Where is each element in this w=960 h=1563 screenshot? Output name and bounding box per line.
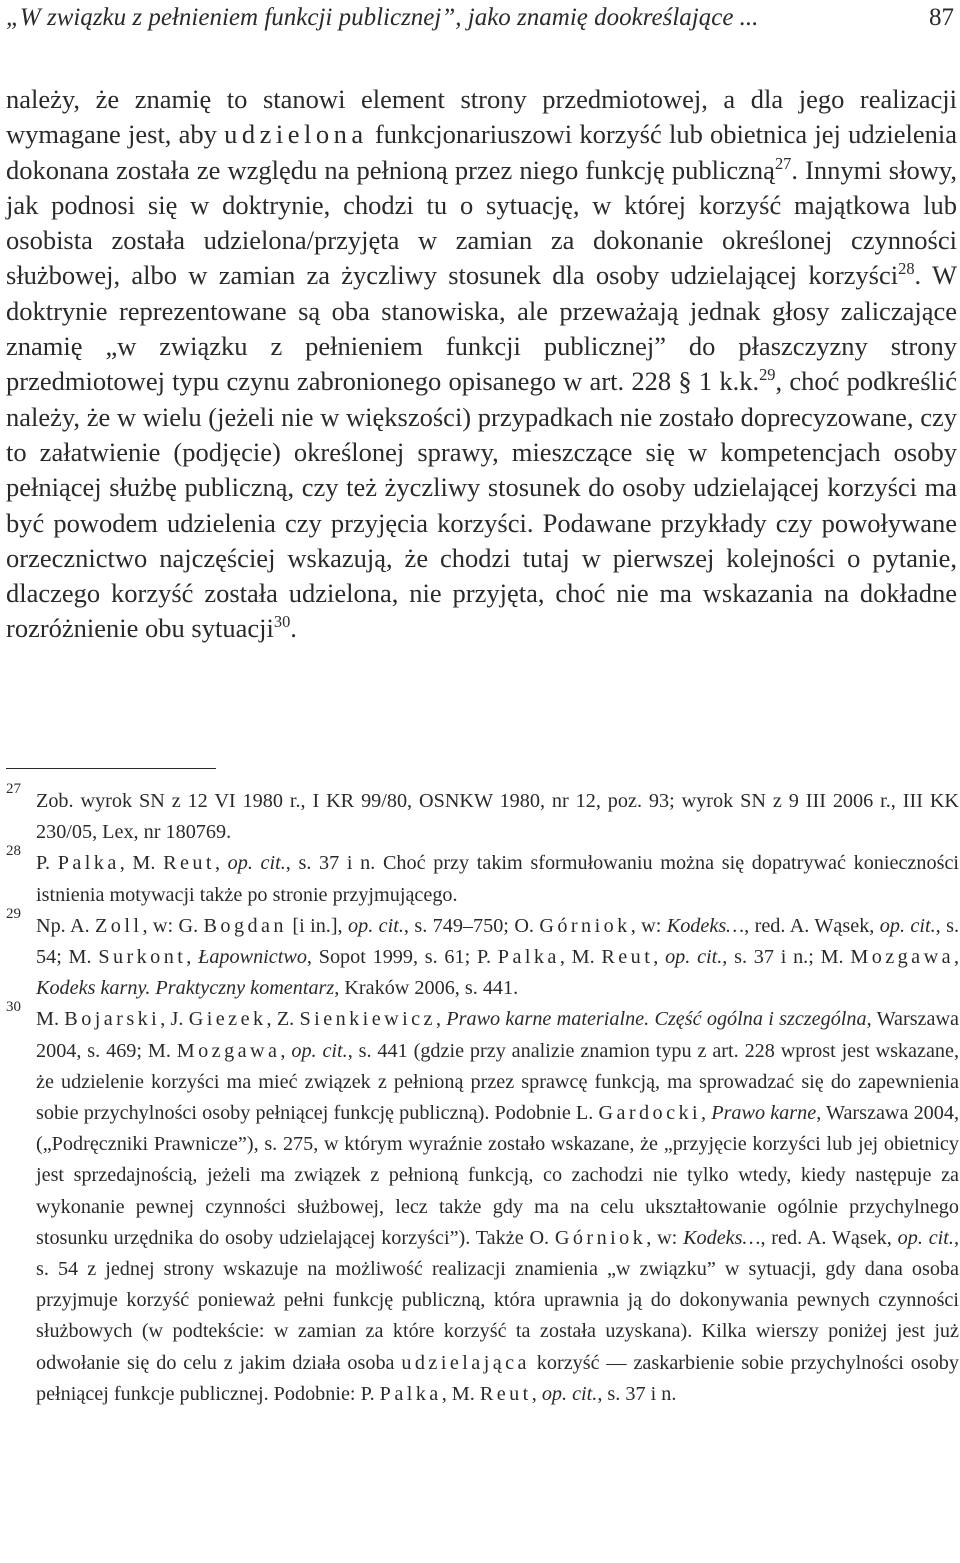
citation-title: Kodeks… [683,1226,761,1249]
citation-title: Kodeks karny. Praktyczny komentarz [36,977,335,1000]
footnote-number: 30 [6,999,21,1016]
citation-title: op. cit. [879,914,936,937]
footnote-number: 27 [6,781,21,797]
author-name: Reut [163,852,215,875]
citation-title: op. cit. [348,914,404,937]
citation-title: op. cit. [227,852,286,875]
author-name: Bogdan [203,914,287,937]
footnote-28: 28 P. Palka, M. Reut, op. cit., s. 37 i n. Choć przy takim sformułowaniu można się dopatrywać konieczności istnienia motywacji także po stronie przyjmującego. [6,843,960,906]
footnote-ref[interactable]: 28 [898,259,915,279]
footnote-ref[interactable]: 30 [273,612,291,632]
author-name: Gardocki [598,1102,702,1125]
page-header [6,0,954,36]
main-paragraph: należy, że znamię to stanowi element strony przedmiotowej, a dla jego realizacji wymagane jest, aby udzielona funkcjonariuszowi korzyść lub obietnica jej udzielenia dokonana została ze względu na pełnioną przez niego funkcję publiczną$^{27}$. Innymi słowy, jak podnosi się w doktrynie, chodzi tu o sytuację, w której korzyść majątkowa lub osobista została udzielona/przyjęta w zamian za dokonanie określonej czynności służbowej, albo w zamian za życzliwy stosunek dla osoby udzielającej korzyści$^{28}$. W doktrynie reprezentowane są oba stanowiska, ale przeważają jednak głosy zaliczające znamię „w związku z pełnieniem funkcji publicznej” do płaszczyzny strony przedmiotowej typu czynu zabronionego opisanego w art. 228 § 1 k.k.$^{29}$, choć podkreślić należy, że w wielu (jeżeli nie w większości) przypadkach nie zostało doprecyzowane, czy to załatwienie (podjęcie) określonej sprawy, mieszczące się w kompetencjach osoby pełniącej służbę publiczną, czy też życzliwy stosunek do osoby udzielającej korzyści ma być powodem udzielenia czy przyjęcia korzyści. Podawane przykłady czy powoływane orzecznictwo najczęściej wskazują, że chodzi tutaj w pierwszej kolejności o pytanie, dlaczego korzyść została udzielona, nie przyjęta, choć nie ma wskazania na dokładne rozróżnienie obu sytuacji$^{30}$. [6,84,957,644]
footnote-separator [6,768,216,769]
footnote-number: 29 [6,905,21,922]
author-name: Sienkiewicz [299,1008,436,1031]
citation-title: Prawo karne materialne. Część ogólna i szczególna [446,1008,867,1031]
citation-title: Prawo karne [711,1102,817,1125]
page-number: 87 [929,4,954,31]
citation-title: op. cit. [665,946,723,969]
citation-title: op. cit. [897,1226,954,1249]
running-title: „W związku z pełnieniem funkcji publicznej”, jako znamię dookreślające ... [6,4,759,31]
footnote-ref[interactable]: 27 [774,153,792,173]
footnote-ref[interactable]: 29 [759,365,776,385]
author-name: Palka [497,946,560,969]
author-name: Górniok [539,914,631,937]
author-name: Zoll [95,914,143,937]
author-name: Giezek [188,1008,267,1031]
footnotes [6,781,960,1410]
emphasized-word: udzielona [224,119,368,150]
author-name: Reut [479,1382,532,1405]
footnote-29: 29 Np. A. Zoll, w: G. Bogdan [i in.], op. cit., s. 749–750; O. Górniok, w: Kodeks…, red. A. Wąsek, op. cit., s. 54; M. Surkont, Łapownictwo, Sopot 1999, s. 61; P. Palka, M. Reut, op. cit., s. 37 i n.; M. Mozgawa, Kodeks karny. Praktyczny komentarz, Kraków 2006, s. 441. [6,905,960,1000]
author-name: Palka [57,852,120,875]
citation-title: Łapownictwo [198,946,307,969]
author-name: Reut [601,946,654,969]
emphasized-word: udzielająca [401,1351,530,1374]
author-name: Bojarski [64,1008,161,1031]
author-name: Górniok [554,1226,647,1249]
citation-title: op. cit. [291,1039,348,1062]
author-name: Mozgawa [850,946,954,969]
footnote-27: 27 Zob. wyrok SN z 12 VI 1980 r., I KR 99/80, OSNKW 1980, nr 12, poz. 93; wyrok SN z 9 III 2006 r., III KK 230/05, Lex, nr 180769. [6,781,959,844]
citation-title: op. cit. [541,1382,598,1405]
citation-title: Kodeks… [666,914,745,937]
author-name: Mozgawa [176,1039,281,1062]
footnote-30: 30 M. Bojarski, J. Giezek, Z. Sienkiewicz, Prawo karne materialne. Część ogólna i szczególna, Warszawa 2004, s. 469; M. Mozgawa, op. cit., s. 441 (gdzie przy analizie znamion typu z art. 228 wprost jest wskazane, że udzielenie korzyści ma mieć związek z pełnioną przez sprawcę funkcją, ma sprowadzać się do zapewnienia sobie przychylności osoby pełniącej funkcję publiczną). Podobnie L. Gardocki, Prawo karne, Warszawa 2004, („Podręczniki Prawnicze”), s. 275, w którym wyraźnie zostało wskazane, że „przyjęcie korzyści lub jej obietnicy jest sprzedajnością, jeżeli ma związek z pełnioną funkcją, co zachodzi nie tylko wtedy, kiedy następuje za wykonanie pewnej czynności służbowej, lecz także gdy ma na celu ukształtowanie ogólnie przychylnego stosunku urzędnika do osoby udzielającej korzyści”). Także O. Górniok, w: Kodeks…, red. A. Wąsek, op. cit., s. 54 z jednej strony wskazuje na możliwość realizacji znamienia „w związku” w sytuacji, gdy dana osoba przyjmuje korzyść ponieważ pełni funkcję publiczną, która uprawnia ją do dokonywania pewnych czynności służbowych (w podtekście: w zamian za które korzyść ta została uzyskana). Kilka wierszy poniżej jest już odwołanie się do celu z jakim działa osoba udzielająca korzyść — zaskarbienie sobie przychylności osoby pełniącej funkcje publicznej. Podobnie: P. Palka, M. Reut, op. cit., s. 37 i n. [6,999,960,1405]
author-name: Surkont [98,946,187,969]
footnote-number: 28 [6,843,21,860]
author-name: Palka [379,1382,442,1405]
